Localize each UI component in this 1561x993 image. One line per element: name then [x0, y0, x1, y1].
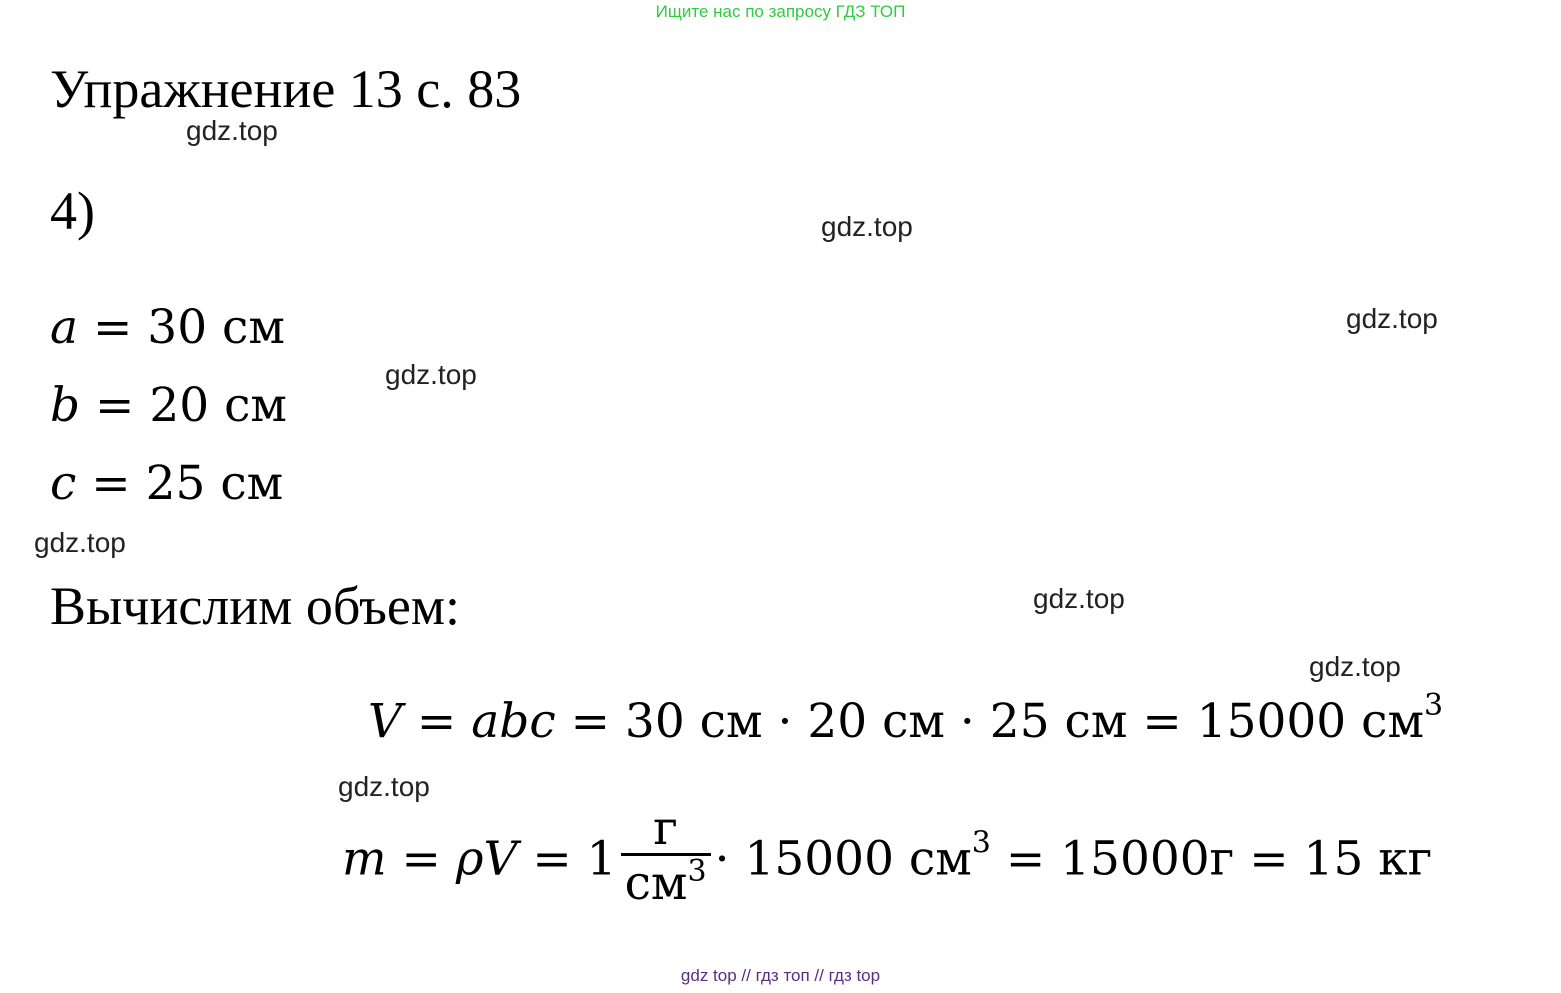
mass-formula — [342, 801, 1433, 917]
given-b-var: b — [50, 378, 81, 433]
given-a-value: = 30 см — [78, 300, 285, 355]
exercise-title: Упражнение 13 с. 83 — [50, 59, 522, 119]
mass-symbol: m — [342, 831, 387, 887]
given-a-var: a — [50, 300, 79, 355]
volume-eq: = — [401, 694, 472, 749]
mass-eq2: = 1 — [517, 831, 617, 887]
given-c-value: = 25 см — [76, 456, 284, 511]
watermark: gdz.top — [385, 359, 477, 390]
volume-exponent: 3 — [1424, 688, 1444, 723]
watermark: gdz.top — [1033, 583, 1125, 614]
volume-symbol: V — [368, 694, 402, 749]
given-a — [50, 300, 285, 355]
given-c — [50, 456, 283, 511]
watermark: gdz.top — [34, 527, 126, 558]
watermark: gdz.top — [1309, 651, 1401, 682]
mass-tail: = 15000г = 15 кг — [990, 831, 1433, 887]
given-c-var: c — [50, 456, 77, 511]
given-b-value: = 20 см — [80, 378, 287, 433]
mass-rhoV: ρV — [455, 831, 518, 887]
given-b — [50, 378, 287, 433]
mass-mid-exponent: 3 — [971, 825, 991, 861]
top-banner: Ищите нас по запросу ГДЗ ТОП — [655, 2, 906, 21]
density-denominator-exponent: 3 — [687, 854, 707, 890]
calc-heading: Вычислим объем: — [50, 576, 461, 636]
watermark: gdz.top — [338, 771, 430, 802]
density-denominator — [621, 853, 711, 912]
mass-mid: · 15000 см — [714, 831, 972, 887]
watermark: gdz.top — [186, 115, 278, 146]
mass-eq1: = — [386, 831, 456, 887]
watermark: gdz.top — [1346, 303, 1438, 334]
density-denominator-unit: см — [624, 856, 688, 912]
volume-rhs: = 30 см · 20 см · 25 см = 15000 см — [555, 694, 1425, 749]
volume-formula — [368, 688, 1444, 749]
density-numerator: г — [653, 801, 678, 856]
density-fraction — [621, 801, 711, 913]
part-number: 4) — [50, 181, 95, 241]
footer-links: gdz top // гдз топ // гдз top — [680, 966, 881, 985]
volume-abc: abc — [471, 694, 556, 749]
watermark: gdz.top — [821, 211, 913, 242]
